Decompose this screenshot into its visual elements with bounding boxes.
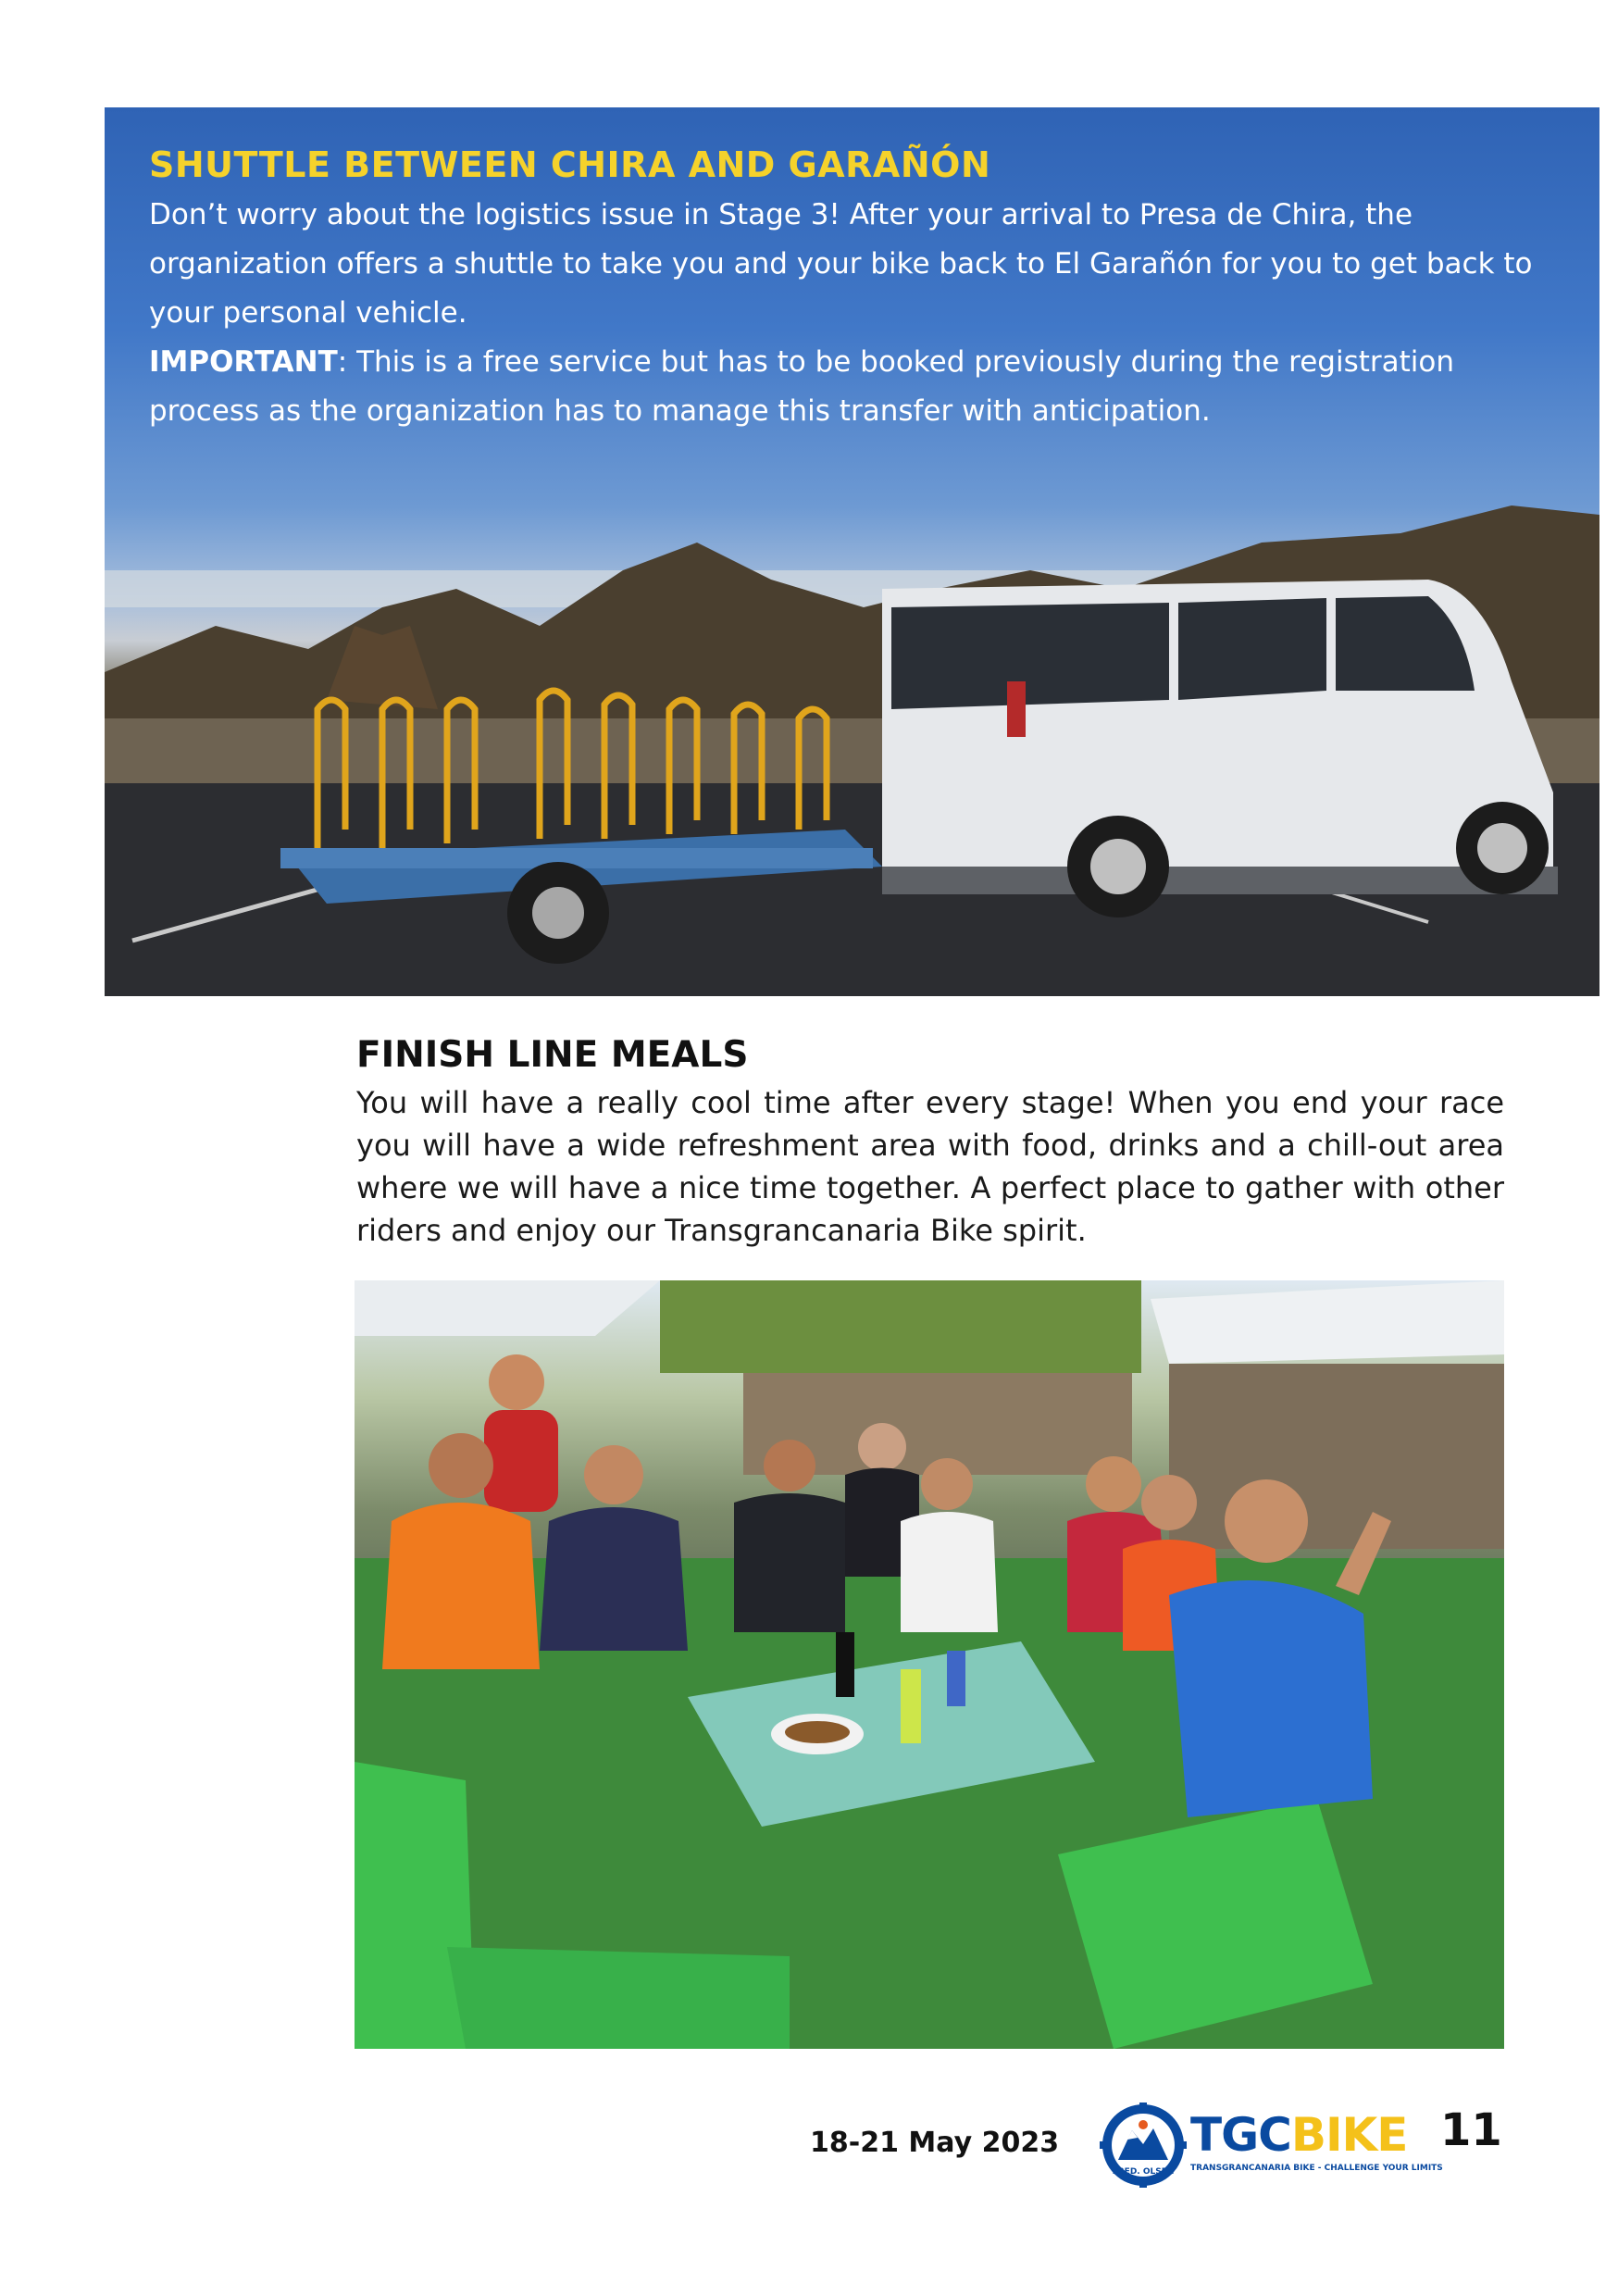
- shuttle-paragraph: [149, 191, 1556, 436]
- shuttle-title: SHUTTLE BETWEEN CHIRA AND GARAÑÓN: [149, 144, 991, 185]
- riders-meal-photo: [355, 1280, 1504, 2049]
- important-label: IMPORTANT: [149, 345, 338, 379]
- important-text: : This is a free service but has to be booked previously during the registration process as the organization has to manage this transfer with anticipation.: [149, 345, 1455, 428]
- logo-wordmark: [1190, 2108, 1407, 2162]
- page-number: 11: [1440, 2104, 1502, 2156]
- riders-group-illustration: [355, 1280, 1504, 2049]
- shuttle-hero-image: [105, 107, 1599, 996]
- logo-bike: BIKE: [1290, 2108, 1408, 2162]
- meals-title: FINISH LINE MEALS: [356, 1034, 749, 1076]
- shuttle-description: Don’t worry about the logistics issue in Stage 3! After your arrival to Presa de Chira, the organization offers a shuttle to take you and your bike back to El Garañón for you to get back to your personal vehicle.: [149, 198, 1533, 330]
- event-date: 18-21 May 2023: [810, 2127, 1060, 2159]
- logo-tagline: TRANSGRANCANARIA BIKE - CHALLENGE YOUR LIMITS: [1190, 2164, 1443, 2173]
- meals-paragraph: You will have a really cool time after every stage! When you end your race you will have a wide refreshment area with food, drinks and a chill-out area where we will have a nice time together. A perfect place to gather with other riders and enjoy our Transgrancanaria Bike spirit.: [356, 1085, 1504, 1248]
- tgc-bike-logo: [1100, 2103, 1443, 2188]
- logo-tgc: TGC: [1190, 2108, 1291, 2162]
- cog-badge-icon: [1100, 2103, 1187, 2188]
- badge-text: FRED. OLSEN: [1112, 2167, 1175, 2177]
